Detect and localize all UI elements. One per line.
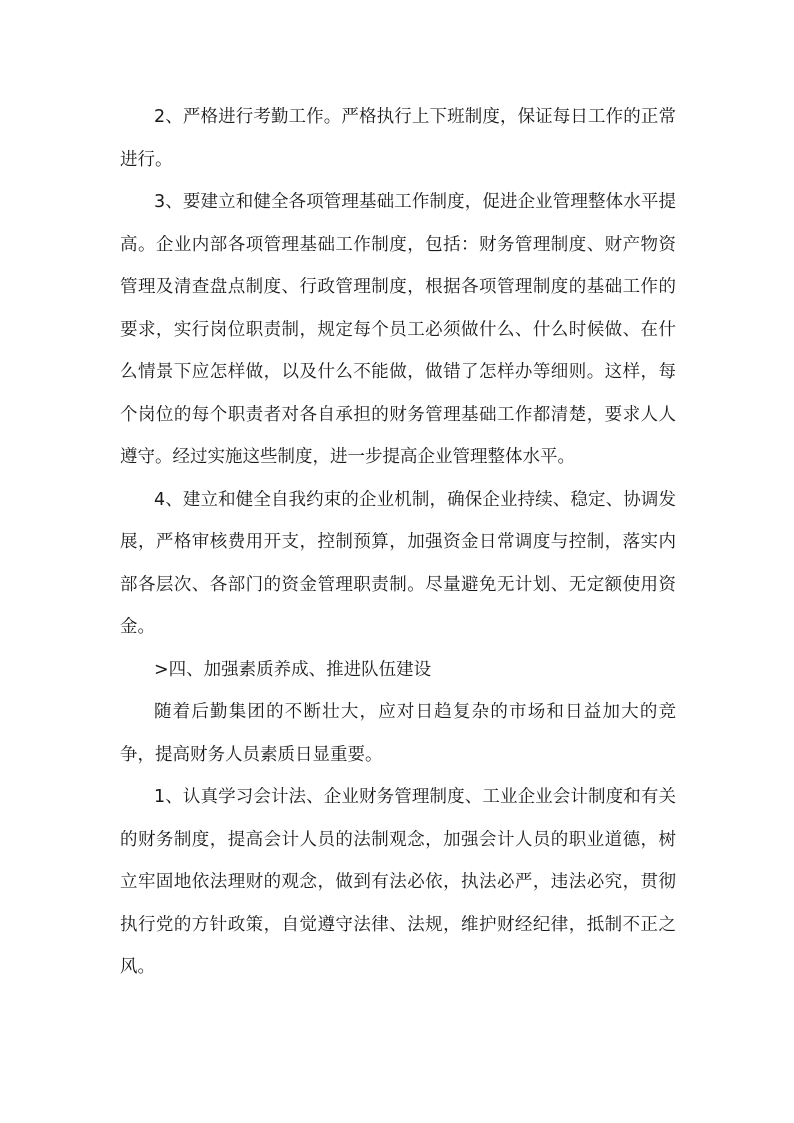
paragraph-intro-quality: 随着后勤集团的不断壮大，应对日趋复杂的市场和日益加大的竞争，提高财务人员素质日显重要。: [120, 702, 676, 765]
section-heading-quality: >四、加强素质养成、推进队伍建设: [154, 659, 432, 680]
paragraph-attendance: 2、严格进行考勤工作。严格执行上下班制度，保证每日工作的正常进行。: [120, 107, 676, 170]
document-body: [120, 96, 676, 989]
paragraph-self-discipline: 4、建立和健全自我约束的企业机制，确保企业持续、稳定、协调发展，严格审核费用开支，控制预算，加强资金日常调度与控制，落实内部各层次、各部门的资金管理职责制。尽量避免无计划、无定额使用资金。: [120, 489, 676, 637]
paragraph-management-system: 3、要建立和健全各项管理基础工作制度，促进企业管理整体水平提高。企业内部各项管理基础工作制度，包括：财务管理制度、财产物资管理及清查盘点制度、行政管理制度，根据各项管理制度的基础工作的要求，实行岗位职责制，规定每个员工必须做什么、什么时候做、在什么情景下应怎样做，以及什么不能做，做错了怎样办等细则。这样，每个岗位的每个职责者对各自承担的财务管理基础工作都清楚，要求人人遵守。经过实施这些制度，进一步提高企业管理整体水平。: [120, 192, 676, 467]
paragraph-study-law: 1、认真学习会计法、企业财务管理制度、工业企业会计制度和有关的财务制度，提高会计人员的法制观念，加强会计人员的职业道德，树立牢固地依法理财的观念，做到有法必依，执法必严，违法必究，贯彻执行党的方针政策，自觉遵守法律、法规，维护财经纪律，抵制不正之风。: [120, 787, 676, 977]
